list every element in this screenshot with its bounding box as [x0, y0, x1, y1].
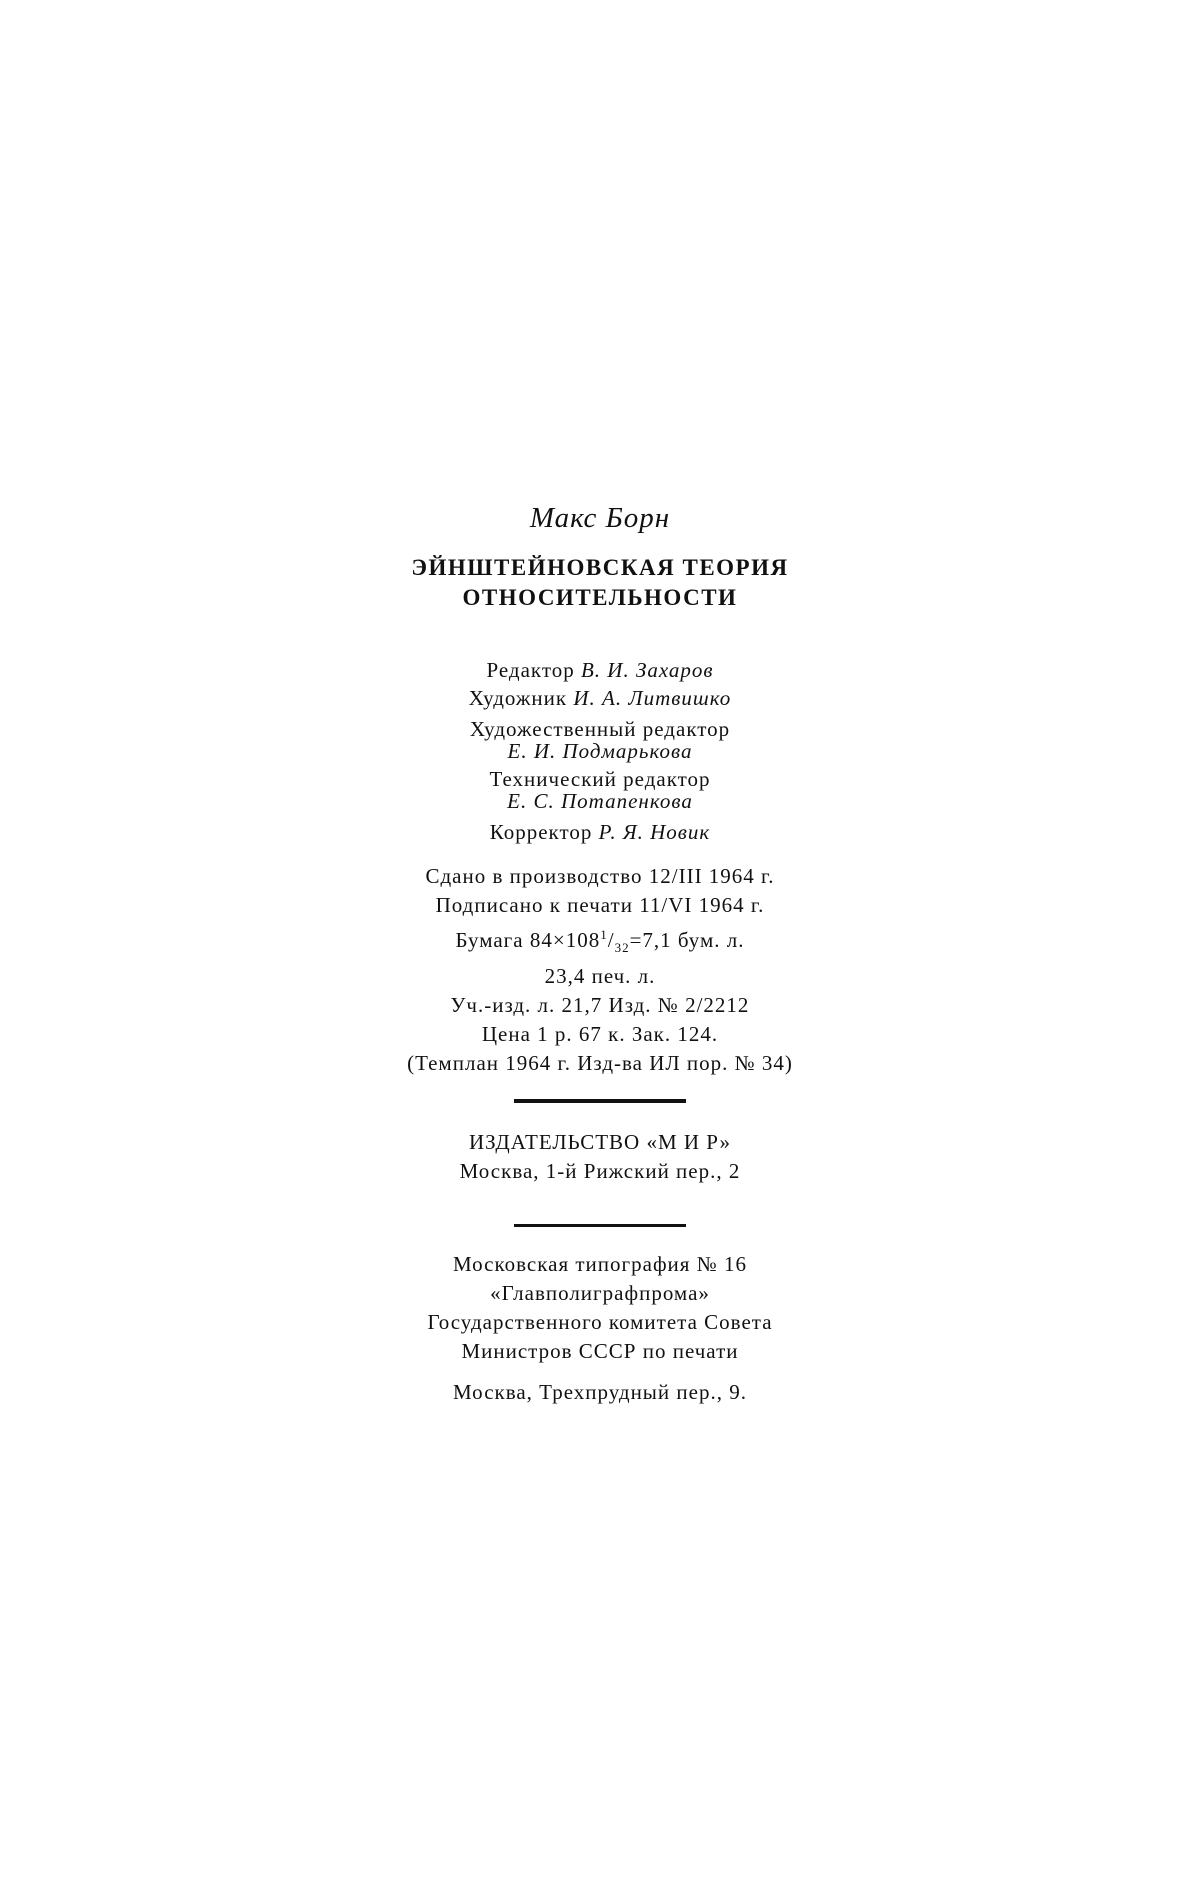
- credit-role: Редактор: [486, 658, 575, 682]
- publisher-name: ИЗДАТЕЛЬСТВО «М И Р»: [468, 1130, 731, 1154]
- credit-person: И. А. Литвишко: [573, 686, 732, 710]
- divider-rule: [514, 1099, 686, 1103]
- paper-fraction-numerator: 1: [600, 927, 608, 942]
- imprint-submitted: Сдано в производство 12/III 1964 г.: [425, 864, 775, 888]
- imprint-signed: Подписано к печати 11/VI 1964 г.: [435, 893, 765, 917]
- imprint-price: Цена 1 р. 67 к. Зак. 124.: [481, 1022, 719, 1047]
- paper-format: Бумага 84×108: [455, 928, 601, 952]
- credit-editor: [300, 656, 900, 684]
- credit-role: Технический редактор: [489, 767, 711, 791]
- printer-line-4: Министров СССР по печати: [461, 1339, 739, 1363]
- credit-person: Р. Я. Новик: [598, 820, 711, 844]
- book-title-line-1: ЭЙНШТЕЙНОВСКАЯ ТЕОРИЯ: [411, 555, 789, 580]
- credit-artist: [300, 684, 900, 712]
- author-name: Макс Борн: [529, 502, 671, 534]
- printer-line-3: Государственного комитета Совета: [427, 1310, 773, 1334]
- credit-proofreader: [300, 818, 900, 846]
- book-title-line-2: ОТНОСИТЕЛЬНОСТИ: [462, 585, 738, 610]
- paper-fraction-denominator: 32: [614, 940, 630, 956]
- credit-role: Художник: [468, 686, 568, 710]
- printer-block: [300, 1250, 900, 1366]
- printer-line-2: «Главполиграфпрома»: [490, 1281, 710, 1305]
- book-title: [300, 553, 900, 613]
- paper-fraction-slash: /: [607, 928, 615, 952]
- credit-person: Е. И. Подмарькова: [507, 739, 693, 763]
- credit-person: В. И. Захаров: [580, 658, 714, 682]
- credit-tech-editor: [300, 768, 900, 812]
- imprint-plan: (Темплан 1964 г. Изд-ва ИЛ пор. № 34): [407, 1051, 793, 1076]
- credit-person: Е. С. Потапенкова: [507, 789, 693, 813]
- credit-art-editor: [300, 718, 900, 762]
- printer-address: Москва, Трехпрудный пер., 9.: [453, 1380, 747, 1404]
- imprint-print-sheets: 23,4 печ. л.: [544, 964, 656, 989]
- credit-role: Художественный редактор: [469, 717, 731, 741]
- credits-list: [300, 656, 900, 846]
- imprint-edition: Уч.-изд. л. 21,7 Изд. № 2/2212: [450, 993, 750, 1018]
- print-details: [300, 862, 900, 1078]
- printer-line-1: Московская типография № 16: [453, 1252, 747, 1276]
- divider-rule: [514, 1224, 686, 1227]
- paper-sheets: =7,1 бум. л.: [629, 928, 745, 952]
- imprint-paper: [300, 920, 900, 962]
- publisher-address: Москва, 1-й Рижский пер., 2: [459, 1159, 741, 1183]
- publisher-block: [300, 1128, 900, 1186]
- credit-role: Корректор: [489, 820, 593, 844]
